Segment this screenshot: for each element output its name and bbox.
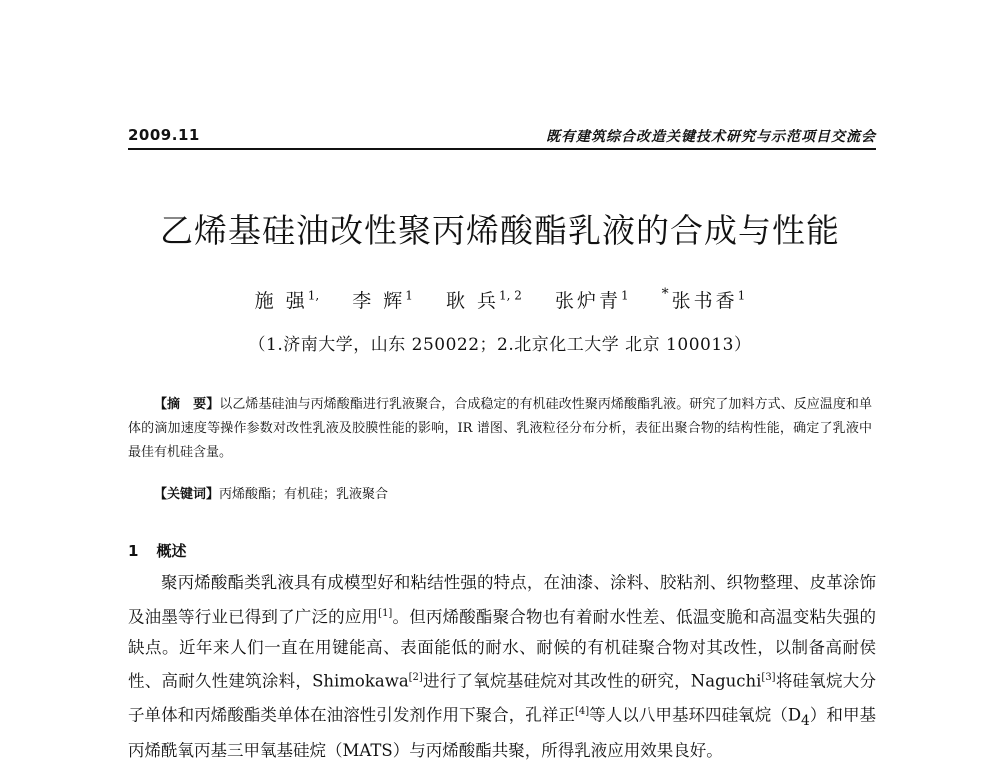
text-run: 进行了氧烷基硅烷对其改性的研究，Naguchi (422, 671, 762, 691)
author (555, 290, 629, 312)
abstract (128, 393, 872, 465)
header-conference: 既有建筑综合改造关键技术研究与示范项目交流会 (546, 129, 876, 145)
author-affil-mark: 1 (405, 288, 413, 303)
author-name: 张炉青 (554, 290, 621, 312)
author (352, 290, 413, 312)
text-run: 聚丙烯酸酯类乳液具有成模型好和粘结性强的特点，在油漆、涂料、胶粘剂、织物整理、皮革涂饰及油墨等行业已得到了广泛的应用 (128, 573, 876, 626)
author-name: 李 辉 (352, 290, 406, 312)
keywords-text: 丙烯酸酯；有机硅；乳液聚合 (219, 487, 389, 502)
author-affil-mark: 1 (620, 288, 629, 303)
corresponding-author-mark: * (661, 286, 672, 302)
subscript: 4 (801, 712, 810, 729)
header-year: 2009.11 (128, 126, 200, 144)
section-heading (128, 540, 186, 561)
keywords-label: 【关键词】 (154, 487, 220, 502)
text-run: ）和甲基丙烯酰氧丙基三甲氧基硅烷（MATS）与丙烯酸酯共聚，所得乳液应用效果良好。 (128, 705, 877, 761)
author-affil-mark: 1, (307, 288, 320, 303)
affiliations: （1.济南大学，山东 250022；2.北京化工大学 北京 100013） (248, 335, 752, 355)
body-text (128, 568, 876, 767)
author (446, 290, 522, 312)
author (255, 290, 320, 312)
keywords (154, 483, 388, 507)
text-run: 等人以八甲基环四硅氧烷（D (589, 705, 802, 725)
abstract-text: 以乙烯基硅油与丙烯酸酯进行乳液聚合，合成稳定的有机硅改性聚丙烯酸酯乳液。研究了加料方式、反应温度和单体的滴加速度等操作参数对改性乳液及胶膜性能的影响，IR 谱图、乳液粒径分布分析，表征出聚合物的结构性能，确定了乳液中最佳有机硅含量。 (128, 397, 872, 460)
running-header (128, 124, 876, 150)
author-affil-mark: 1 (737, 288, 746, 303)
citation: [1] (378, 607, 393, 619)
paper-title: 乙烯基硅油改性聚丙烯酸酯乳液的合成与性能 (160, 211, 840, 250)
text-run: 将硅氧烷大分子单体和丙烯酸酯类单体在油溶性引发剂作用下聚合，孔祥正 (128, 671, 876, 725)
author-list (0, 286, 1000, 313)
abstract-label: 【摘 要】 (154, 397, 220, 412)
citation: [3] (761, 672, 776, 683)
author-affil-mark: 1, 2 (499, 288, 522, 303)
text-run: 。但丙烯酸酯聚合物也有着耐水性差、低温变脆和高温变粘失强的缺点。近年来人们一直在用键能高、表面能低的耐水、耐候的有机硅聚合物对其改性，以制备高耐侯性、高耐久性建筑涂料，Shimokawa (128, 607, 877, 691)
author-name: 张书香 (671, 290, 738, 312)
author-name: 耿 兵 (445, 290, 499, 312)
author-name: 施 强 (254, 290, 308, 312)
citation: [4] (574, 706, 590, 717)
author (661, 286, 746, 312)
paragraph (128, 568, 876, 767)
section-title: 概述 (156, 542, 187, 560)
section-number: 1 (128, 542, 139, 560)
citation: [2] (408, 672, 423, 683)
